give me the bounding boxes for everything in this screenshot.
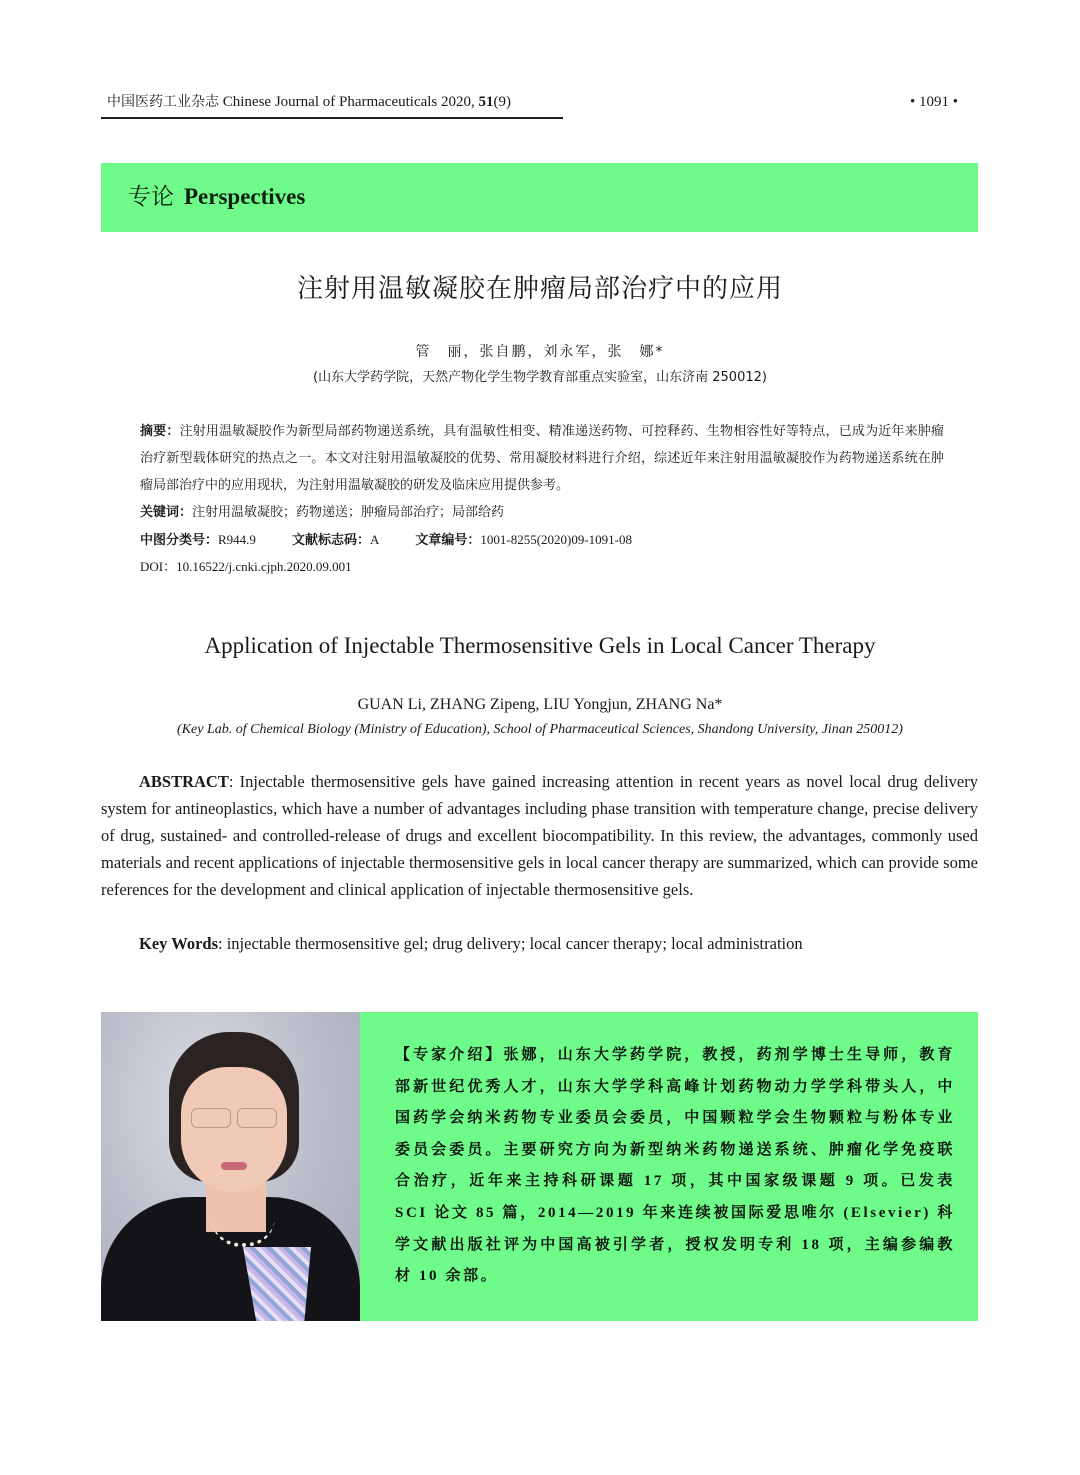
authors-en: GUAN Li, ZHANG Zipeng, LIU Yongjun, ZHANG Na* xyxy=(357,696,723,713)
expert-intro-box xyxy=(101,1012,978,1321)
expert-bio: 【专家介绍】张娜，山东大学药学院，教授，药剂学博士生导师，教育部新世纪优秀人才，山东大学学科高峰计划药物动力学学科带头人，中国药学会纳米药物专业委员会委员，中国颗粒学会生物颗粒与粉体专业委员会委员。主要研究方向为新型纳米药物递送系统、肿瘤化学免疫联合治疗，近年来主持科研课题 17 项，其中国家级课题 9 项。已发表 SCI 论文 85 篇，2014—2019 年来连续被国际爱思唯尔 (Elsevier) 科学文献出版社评为中国高被引学者，授权发明专利 18 项，主编参编教材 10 余部。 xyxy=(395,1047,955,1285)
abstract-en-text: : Injectable thermosensitive gels have gained increasing attention in recent years as novel local drug delivery system for antineoplastics, which have a number of advantages including phase transition with temperature change, precise delivery of drug, sustained- and controlled-release of drugs and excellent biocompatibility. In this review, the advantages, commonly used materials and recent applications of injectable thermosensitive gels in local cancer therapy are summarized, which can provide some references for the development and clinical application of injectable thermosensitive gels. xyxy=(101,772,978,899)
doi-label: DOI： xyxy=(140,559,177,574)
keywords-zh-text: 注射用温敏凝胶；药物递送；肿瘤局部治疗；局部给药 xyxy=(192,505,505,520)
journal-year: 2020, xyxy=(441,94,475,110)
affiliation-zh: (山东大学药学院，天然产物化学生物学教育部重点实验室，山东济南 250012) xyxy=(313,370,767,385)
journal-issue: (9) xyxy=(493,94,512,110)
clc-value: R944.9 xyxy=(218,532,256,547)
journal-volume: 51 xyxy=(478,94,494,110)
article-no-value: 1001-8255(2020)09-1091-08 xyxy=(480,532,633,547)
abstract-en-label: ABSTRACT xyxy=(139,772,229,791)
article-no-label: 文章编号： xyxy=(415,533,481,548)
abstract-zh xyxy=(140,418,944,499)
authors-zh: 管 丽，张自鹏，刘永军，张 娜* xyxy=(415,344,665,360)
abstract-en xyxy=(101,768,978,903)
doi-line xyxy=(140,553,944,581)
running-head xyxy=(107,92,562,112)
page-number: • 1091 • xyxy=(909,94,958,110)
affiliation-en: (Key Lab. of Chemical Biology (Ministry of Education), School of Pharmaceutical Sciences, Shandong University, Jinan 250012) xyxy=(177,722,903,737)
section-label-zh: 专论 xyxy=(128,184,174,210)
doc-code-value: A xyxy=(369,532,380,547)
journal-name-zh: 中国医药工业杂志 xyxy=(107,94,219,110)
keywords-en xyxy=(139,930,979,957)
classification-line xyxy=(140,526,944,554)
section-label-en: Perspectives xyxy=(184,184,306,209)
section-banner xyxy=(101,163,978,232)
abstract-zh-text: 注射用温敏凝胶作为新型局部药物递送系统，具有温敏性相变、精准递送药物、可控释药、生物相容性好等特点，已成为近年来肿瘤治疗新型载体研究的热点之一。本文对注射用温敏凝胶的优势、常用凝胶材料进行介绍，综述近年来注射用温敏凝胶作为药物递送系统在肿瘤局部治疗中的应用现状，为注射用温敏凝胶的研发及临床应用提供参考。 xyxy=(140,424,944,493)
keywords-zh xyxy=(140,499,944,526)
article-title-zh: 注射用温敏凝胶在肿瘤局部治疗中的应用 xyxy=(296,274,783,304)
abstract-zh-label: 摘要： xyxy=(140,424,180,439)
keywords-en-label: Key Words xyxy=(139,934,218,953)
journal-name-en: Chinese Journal of Pharmaceuticals xyxy=(222,94,438,110)
article-title-en: Application of Injectable Thermosensitive Gels in Local Cancer Therapy xyxy=(204,633,876,658)
section-label xyxy=(128,181,305,213)
keywords-zh-label: 关键词： xyxy=(140,505,193,520)
expert-photo xyxy=(101,1012,360,1321)
doc-code-label: 文献标志码： xyxy=(291,533,370,548)
doi-value[interactable]: 10.16522/j.cnki.cjph.2020.09.001 xyxy=(176,559,352,574)
clc-label: 中图分类号： xyxy=(140,533,219,548)
header-rule xyxy=(101,117,563,119)
keywords-en-text: : injectable thermosensitive gel; drug delivery; local cancer therapy; local administration xyxy=(218,934,803,953)
